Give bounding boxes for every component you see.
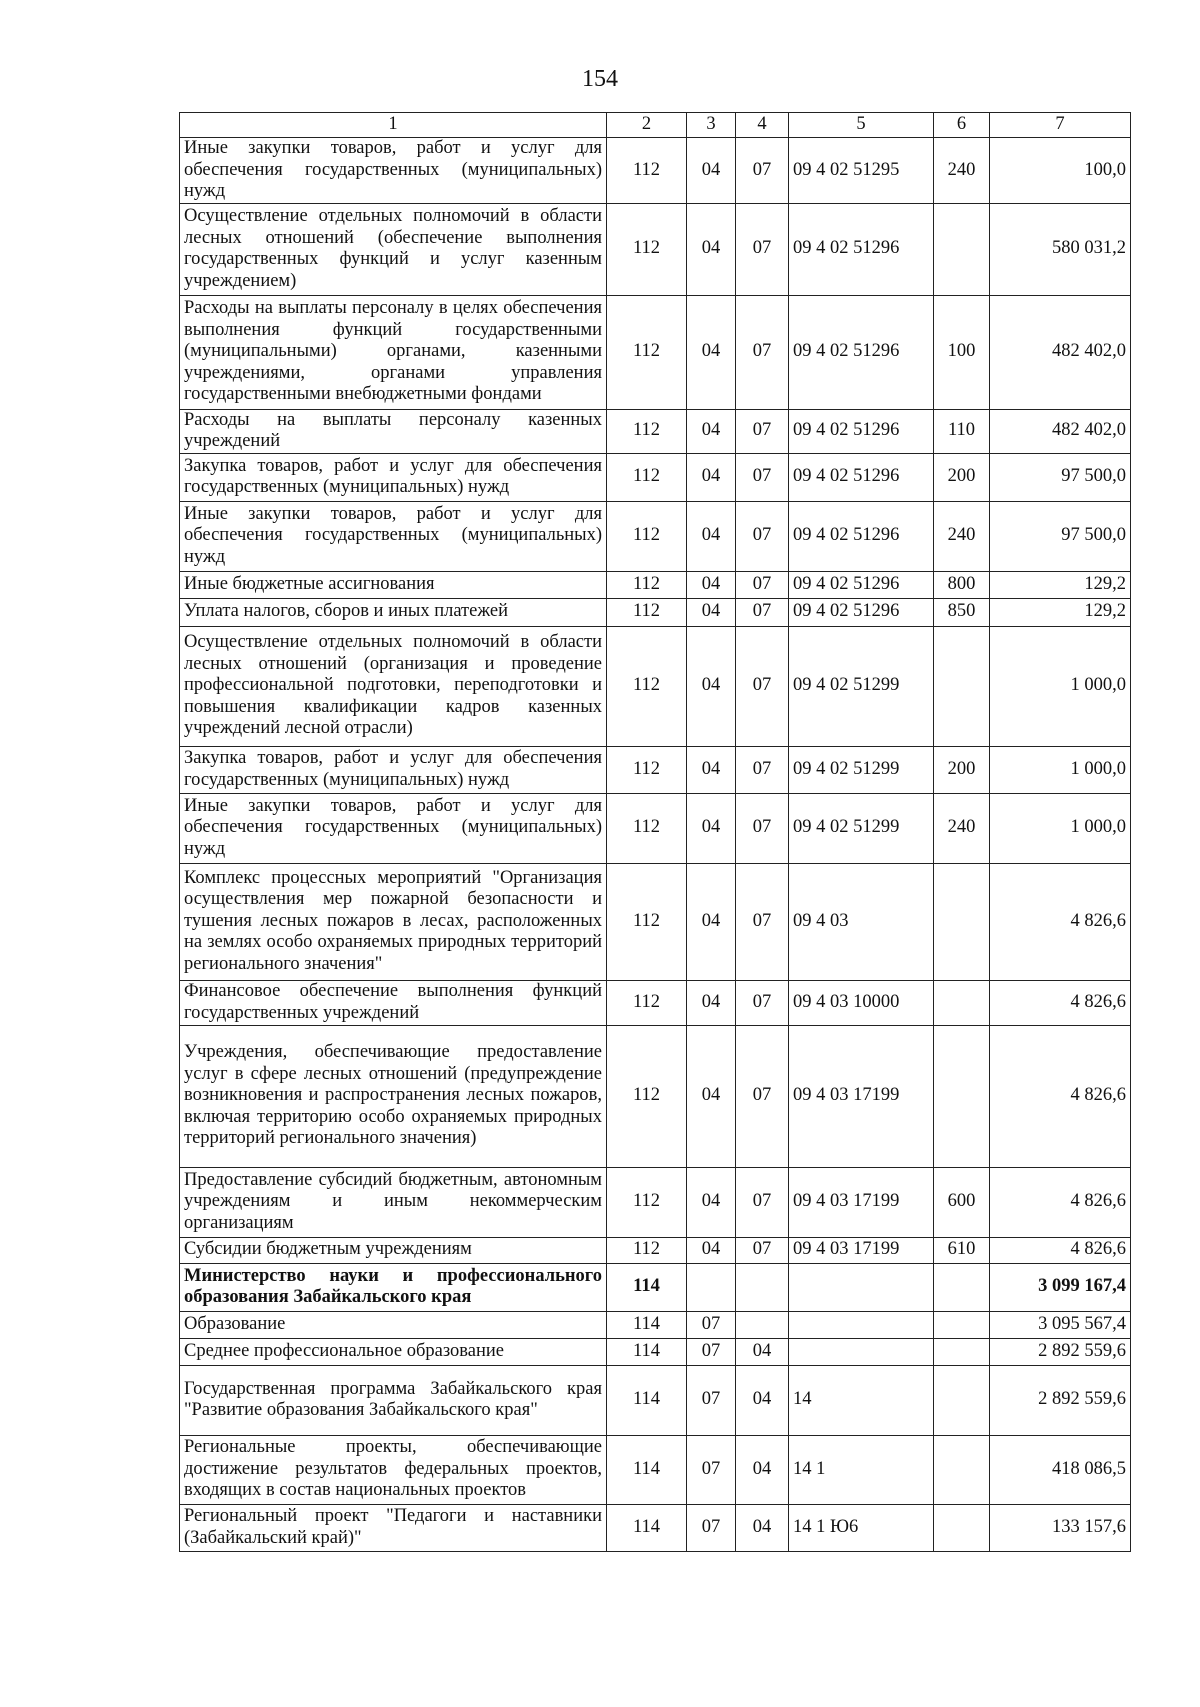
row-ministry-code: 112	[607, 1167, 687, 1237]
table-row	[180, 453, 1131, 501]
table-row	[180, 1237, 1131, 1263]
row-amount: 1 000,0	[990, 626, 1131, 746]
row-ministry-code: 112	[607, 203, 687, 295]
row-section-code: 04	[687, 409, 736, 453]
row-name: Комплекс процессных мероприятий "Организация осуществления мер пожарной безопасности и тушения лесных пожаров в лесах, расположенных на землях особо охраняемых природных территорий регионального значения"	[180, 863, 607, 980]
row-name: Региональные проекты, обеспечивающие достижение результатов федеральных проектов, входящих в состав национальных проектов	[180, 1435, 607, 1504]
row-name: Расходы на выплаты персоналу в целях обеспечения выполнения функций государственными (муниципальными) органами, казенными учреждениями, органами управления государственными внебюджетными фондами	[180, 295, 607, 409]
table-row	[180, 1263, 1131, 1311]
row-subsection-code: 07	[736, 409, 789, 453]
table-row	[180, 138, 1131, 204]
row-ministry-code: 112	[607, 453, 687, 501]
row-expense-type	[934, 1338, 990, 1365]
row-target-article: 09 4 02 51295	[789, 138, 934, 204]
table-row	[180, 1365, 1131, 1435]
row-subsection-code: 07	[736, 598, 789, 626]
row-amount: 97 500,0	[990, 453, 1131, 501]
row-section-code: 04	[687, 746, 736, 793]
row-subsection-code: 04	[736, 1365, 789, 1435]
row-subsection-code: 07	[736, 1167, 789, 1237]
row-section-code: 04	[687, 453, 736, 501]
row-ministry-code: 112	[607, 980, 687, 1025]
row-name: Финансовое обеспечение выполнения функций государственных учреждений	[180, 980, 607, 1025]
row-target-article: 09 4 02 51299	[789, 746, 934, 793]
row-target-article: 14	[789, 1365, 934, 1435]
row-name: Иные закупки товаров, работ и услуг для обеспечения государственных (муниципальных) нужд	[180, 138, 607, 204]
row-amount: 1 000,0	[990, 746, 1131, 793]
row-expense-type: 610	[934, 1237, 990, 1263]
row-section-code: 04	[687, 501, 736, 571]
row-ministry-code: 114	[607, 1263, 687, 1311]
table-row	[180, 626, 1131, 746]
row-subsection-code	[736, 1263, 789, 1311]
row-subsection-code: 07	[736, 863, 789, 980]
row-section-code: 04	[687, 295, 736, 409]
row-expense-type	[934, 1435, 990, 1504]
row-expense-type	[934, 1025, 990, 1167]
column-header-1: 1	[180, 113, 607, 138]
row-expense-type: 850	[934, 598, 990, 626]
row-target-article: 09 4 02 51299	[789, 626, 934, 746]
row-ministry-code: 112	[607, 409, 687, 453]
row-subsection-code: 07	[736, 138, 789, 204]
row-name: Осуществление отдельных полномочий в области лесных отношений (обеспечение выполнения государственных функций и услуг казенным учреждением)	[180, 203, 607, 295]
row-target-article	[789, 1311, 934, 1338]
column-header-6: 6	[934, 113, 990, 138]
row-subsection-code: 04	[736, 1338, 789, 1365]
table-row	[180, 203, 1131, 295]
row-name: Предоставление субсидий бюджетным, автономным учреждениям и иным некоммерческим организациям	[180, 1167, 607, 1237]
row-ministry-code: 112	[607, 746, 687, 793]
row-name: Осуществление отдельных полномочий в области лесных отношений (организация и проведение профессиональной подготовки, переподготовки и повышения квалификации кадров казенных учреждений лесной отрасли)	[180, 626, 607, 746]
row-ministry-code: 112	[607, 501, 687, 571]
row-name: Министерство науки и профессионального образования Забайкальского края	[180, 1263, 607, 1311]
row-expense-type: 110	[934, 409, 990, 453]
row-subsection-code: 07	[736, 626, 789, 746]
row-ministry-code: 114	[607, 1338, 687, 1365]
row-amount: 4 826,6	[990, 980, 1131, 1025]
row-subsection-code	[736, 1311, 789, 1338]
row-section-code: 04	[687, 1237, 736, 1263]
row-section-code: 04	[687, 980, 736, 1025]
row-subsection-code: 07	[736, 295, 789, 409]
row-target-article: 09 4 03 17199	[789, 1167, 934, 1237]
row-amount: 133 157,6	[990, 1504, 1131, 1551]
table-row	[180, 1504, 1131, 1551]
row-target-article: 09 4 03 10000	[789, 980, 934, 1025]
row-name: Расходы на выплаты персоналу казенных учреждений	[180, 409, 607, 453]
row-subsection-code: 07	[736, 793, 789, 863]
row-target-article	[789, 1338, 934, 1365]
row-ministry-code: 112	[607, 571, 687, 598]
table-row	[180, 1435, 1131, 1504]
row-expense-type	[934, 626, 990, 746]
row-amount: 580 031,2	[990, 203, 1131, 295]
column-header-3: 3	[687, 113, 736, 138]
table-row	[180, 863, 1131, 980]
row-ministry-code: 112	[607, 793, 687, 863]
row-section-code: 04	[687, 138, 736, 204]
row-name: Образование	[180, 1311, 607, 1338]
row-name: Закупка товаров, работ и услуг для обеспечения государственных (муниципальных) нужд	[180, 453, 607, 501]
row-name: Государственная программа Забайкальского края "Развитие образования Забайкальского края"	[180, 1365, 607, 1435]
row-subsection-code: 04	[736, 1435, 789, 1504]
row-expense-type: 240	[934, 138, 990, 204]
row-ministry-code: 112	[607, 1025, 687, 1167]
row-expense-type: 200	[934, 453, 990, 501]
row-amount: 3 095 567,4	[990, 1311, 1131, 1338]
column-header-5: 5	[789, 113, 934, 138]
column-header-4: 4	[736, 113, 789, 138]
row-amount: 4 826,6	[990, 1237, 1131, 1263]
row-expense-type	[934, 1365, 990, 1435]
row-expense-type	[934, 863, 990, 980]
row-target-article: 09 4 02 51296	[789, 453, 934, 501]
row-ministry-code: 112	[607, 626, 687, 746]
row-section-code: 04	[687, 626, 736, 746]
row-ministry-code: 114	[607, 1504, 687, 1551]
row-target-article: 09 4 02 51296	[789, 409, 934, 453]
table-row	[180, 1311, 1131, 1338]
row-subsection-code: 07	[736, 746, 789, 793]
row-target-article: 09 4 02 51299	[789, 793, 934, 863]
row-section-code: 04	[687, 203, 736, 295]
table-row	[180, 598, 1131, 626]
table-row	[180, 501, 1131, 571]
table-row	[180, 1025, 1131, 1167]
row-ministry-code: 112	[607, 295, 687, 409]
header-row	[180, 113, 1131, 138]
row-name: Уплата налогов, сборов и иных платежей	[180, 598, 607, 626]
row-name: Региональный проект "Педагоги и наставники (Забайкальский край)"	[180, 1504, 607, 1551]
row-ministry-code: 114	[607, 1311, 687, 1338]
budget-table	[179, 112, 1131, 1552]
row-name: Среднее профессиональное образование	[180, 1338, 607, 1365]
row-amount: 4 826,6	[990, 1167, 1131, 1237]
row-amount: 100,0	[990, 138, 1131, 204]
row-subsection-code: 07	[736, 1025, 789, 1167]
row-section-code: 04	[687, 1167, 736, 1237]
table-row	[180, 295, 1131, 409]
row-subsection-code: 07	[736, 980, 789, 1025]
row-section-code: 04	[687, 863, 736, 980]
row-target-article: 14 1	[789, 1435, 934, 1504]
row-section-code	[687, 1263, 736, 1311]
row-target-article: 09 4 03	[789, 863, 934, 980]
row-ministry-code: 114	[607, 1365, 687, 1435]
row-ministry-code: 112	[607, 863, 687, 980]
row-expense-type	[934, 980, 990, 1025]
row-section-code: 04	[687, 1025, 736, 1167]
row-target-article: 14 1 Ю6	[789, 1504, 934, 1551]
row-amount: 4 826,6	[990, 863, 1131, 980]
row-subsection-code: 07	[736, 203, 789, 295]
row-amount: 2 892 559,6	[990, 1338, 1131, 1365]
row-subsection-code: 07	[736, 501, 789, 571]
row-section-code: 07	[687, 1365, 736, 1435]
table-row	[180, 1338, 1131, 1365]
row-section-code: 07	[687, 1504, 736, 1551]
row-name: Учреждения, обеспечивающие предоставление услуг в сфере лесных отношений (предупреждение возникновения и распространения лесных пожаров, включая территорию особо охраняемых природных территорий регионального значения)	[180, 1025, 607, 1167]
row-ministry-code: 112	[607, 1237, 687, 1263]
row-target-article: 09 4 02 51296	[789, 501, 934, 571]
row-amount: 482 402,0	[990, 409, 1131, 453]
row-target-article: 09 4 02 51296	[789, 598, 934, 626]
row-target-article: 09 4 03 17199	[789, 1237, 934, 1263]
row-subsection-code: 07	[736, 1237, 789, 1263]
row-section-code: 07	[687, 1338, 736, 1365]
row-amount: 129,2	[990, 598, 1131, 626]
row-amount: 129,2	[990, 571, 1131, 598]
row-target-article: 09 4 02 51296	[789, 295, 934, 409]
row-amount: 97 500,0	[990, 501, 1131, 571]
row-name: Субсидии бюджетным учреждениям	[180, 1237, 607, 1263]
row-expense-type: 600	[934, 1167, 990, 1237]
row-section-code: 07	[687, 1435, 736, 1504]
table-row	[180, 746, 1131, 793]
row-amount: 2 892 559,6	[990, 1365, 1131, 1435]
row-name: Иные бюджетные ассигнования	[180, 571, 607, 598]
row-target-article	[789, 1263, 934, 1311]
row-expense-type: 100	[934, 295, 990, 409]
row-expense-type	[934, 1311, 990, 1338]
row-amount: 418 086,5	[990, 1435, 1131, 1504]
table-row	[180, 571, 1131, 598]
column-header-7: 7	[990, 113, 1131, 138]
row-amount: 1 000,0	[990, 793, 1131, 863]
row-subsection-code: 07	[736, 571, 789, 598]
row-ministry-code: 114	[607, 1435, 687, 1504]
row-expense-type	[934, 203, 990, 295]
row-section-code: 07	[687, 1311, 736, 1338]
row-expense-type	[934, 1504, 990, 1551]
table-row	[180, 1167, 1131, 1237]
row-target-article: 09 4 02 51296	[789, 571, 934, 598]
row-amount: 3 099 167,4	[990, 1263, 1131, 1311]
row-section-code: 04	[687, 571, 736, 598]
row-expense-type	[934, 1263, 990, 1311]
page-number: 154	[582, 66, 618, 92]
table-row	[180, 793, 1131, 863]
row-ministry-code: 112	[607, 598, 687, 626]
row-section-code: 04	[687, 598, 736, 626]
column-header-2: 2	[607, 113, 687, 138]
row-expense-type: 200	[934, 746, 990, 793]
row-expense-type: 800	[934, 571, 990, 598]
row-target-article: 09 4 02 51296	[789, 203, 934, 295]
row-section-code: 04	[687, 793, 736, 863]
row-expense-type: 240	[934, 793, 990, 863]
row-amount: 482 402,0	[990, 295, 1131, 409]
row-ministry-code: 112	[607, 138, 687, 204]
table-row	[180, 409, 1131, 453]
row-expense-type: 240	[934, 501, 990, 571]
row-subsection-code: 07	[736, 453, 789, 501]
row-subsection-code: 04	[736, 1504, 789, 1551]
row-name: Иные закупки товаров, работ и услуг для обеспечения государственных (муниципальных) нужд	[180, 793, 607, 863]
row-name: Иные закупки товаров, работ и услуг для обеспечения государственных (муниципальных) нужд	[180, 501, 607, 571]
row-target-article: 09 4 03 17199	[789, 1025, 934, 1167]
table-row	[180, 980, 1131, 1025]
row-name: Закупка товаров, работ и услуг для обеспечения государственных (муниципальных) нужд	[180, 746, 607, 793]
row-amount: 4 826,6	[990, 1025, 1131, 1167]
